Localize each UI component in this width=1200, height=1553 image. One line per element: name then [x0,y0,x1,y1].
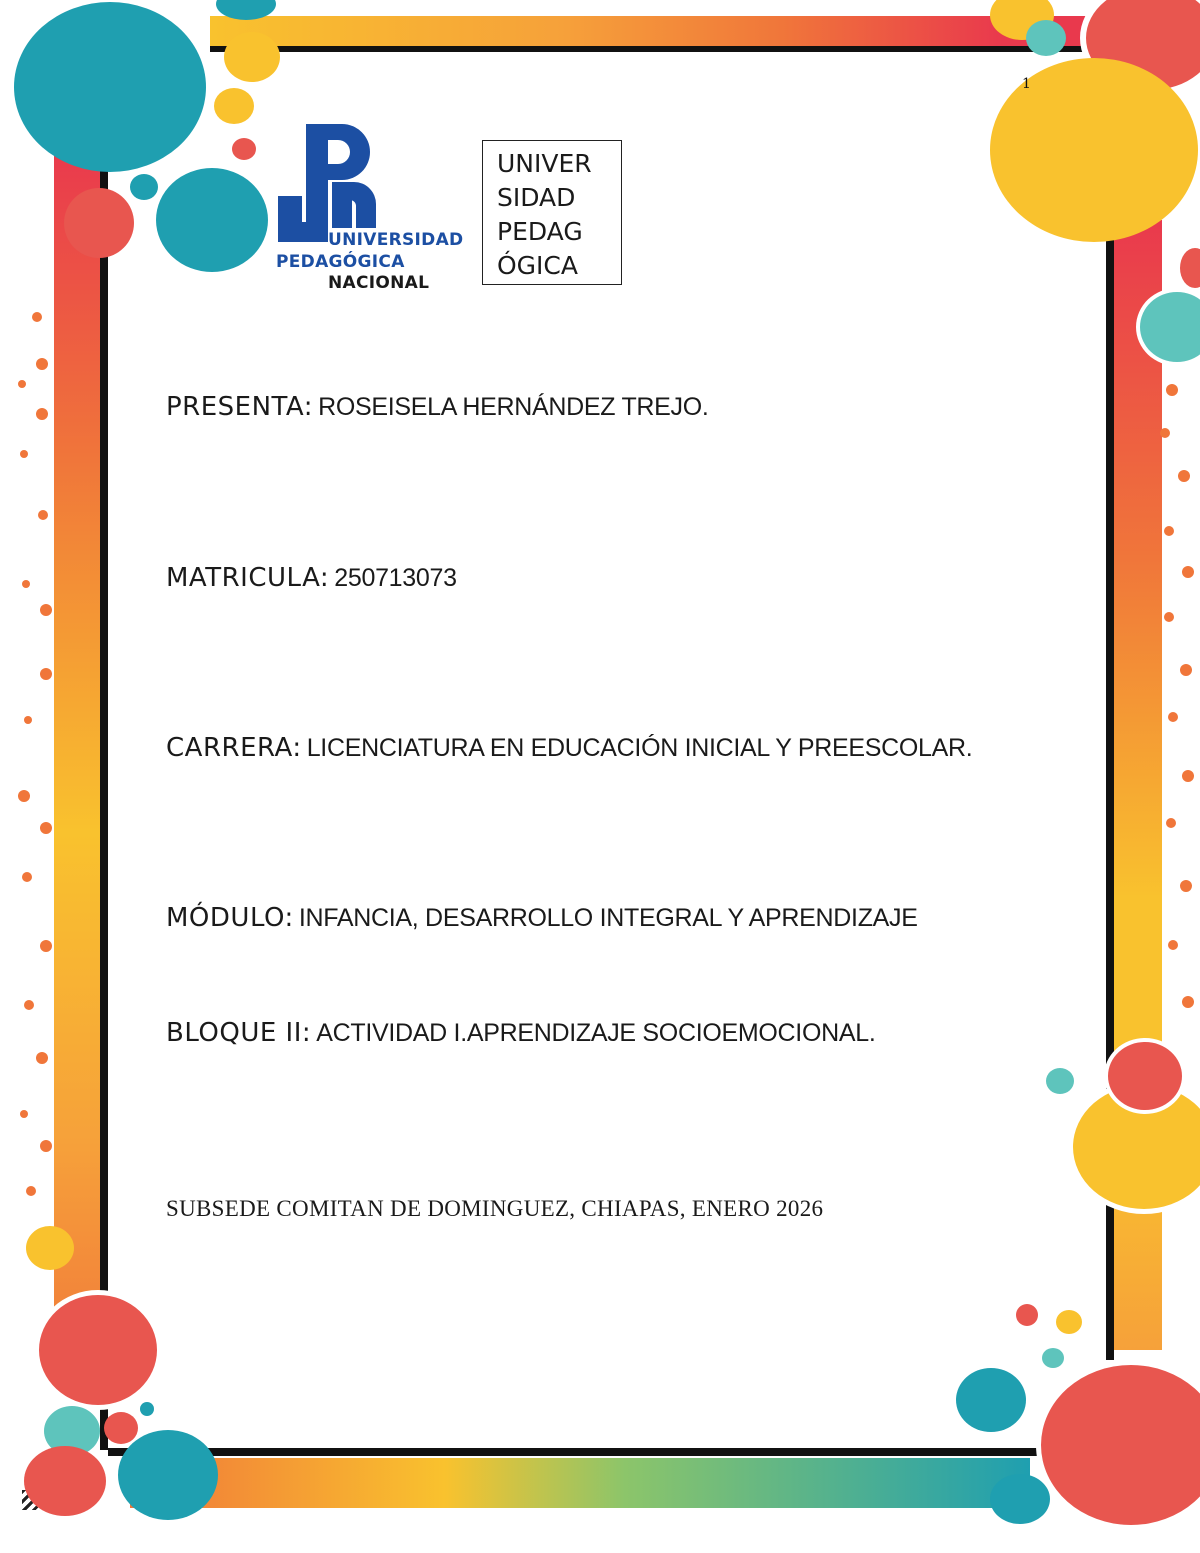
orange-dot [40,604,52,616]
field-label: BLOQUE II: [166,1018,312,1048]
field-presenta [166,392,709,422]
mint-circle [1026,20,1066,56]
orange-dot [40,1140,52,1152]
orange-dot [40,668,52,680]
teal-circle [990,1474,1050,1524]
university-name-line: PEDAG [497,217,583,246]
teal-circle [956,1368,1026,1432]
red-circle [1036,1360,1200,1530]
red-circle [1016,1304,1038,1326]
field-matricula [166,563,457,593]
yellow-circle [1056,1310,1082,1334]
field-label: MÓDULO: [166,903,294,933]
field-value: ROSEISELA HERNÁNDEZ TREJO. [318,393,709,421]
upn-logo [272,122,482,294]
orange-dot [1160,428,1170,438]
yellow-circle [214,88,254,124]
orange-dot [22,580,30,588]
orange-dot [32,312,42,322]
yellow-circle [224,32,280,82]
orange-dot [22,872,32,882]
frame-bottom-edge [108,1448,1038,1456]
red-circle [232,138,256,160]
orange-dot [26,1186,36,1196]
frame-left-bar [54,150,102,1390]
field-value: LICENCIATURA EN EDUCACIÓN INICIAL Y PREESCOLAR. [306,734,973,762]
orange-dot [18,380,26,388]
university-name-line: SIDAD [497,183,576,212]
field-carrera [166,733,972,763]
field-label: MATRICULA: [166,563,330,593]
university-name-line: ÓGICA [497,251,578,280]
teal-circle [14,2,206,172]
mint-circle [1046,1068,1074,1094]
orange-dot [1182,996,1194,1008]
teal-circle [130,174,158,200]
field-value: INFANCIA, DESARROLLO INTEGRAL Y APRENDIZAJE [298,904,918,932]
red-circle [104,1412,138,1444]
university-name-line: UNIVER [497,149,592,178]
teal-circle [118,1430,218,1520]
frame-bottom-bar [130,1458,1030,1508]
orange-dot [1168,712,1178,722]
yellow-circle [26,1226,74,1270]
orange-dot [1164,612,1174,622]
university-name-box [482,140,622,285]
orange-dot [24,1000,34,1010]
orange-dot [1178,470,1190,482]
orange-dot [36,1052,48,1064]
teal-circle [140,1402,154,1416]
teal-circle [156,168,268,272]
orange-dot [40,940,52,952]
logo-word-nacional: NACIONAL [328,273,430,293]
orange-dot [20,1110,28,1118]
field-modulo [166,903,918,933]
orange-dot [40,822,52,834]
orange-dot [36,358,48,370]
field-bloque [166,1018,875,1048]
field-value: 250713073 [334,564,457,592]
location-date-line: SUBSEDE COMITAN DE DOMINGUEZ, CHIAPAS, ENERO 2026 [166,1196,824,1221]
mint-circle [1042,1348,1064,1368]
orange-dot [1182,566,1194,578]
orange-dot [38,510,48,520]
field-label: PRESENTA: [166,392,314,422]
orange-dot [1168,940,1178,950]
red-circle [1104,1038,1186,1114]
field-label: CARRERA: [166,733,302,763]
red-circle [34,1290,162,1410]
orange-dot [24,716,32,724]
orange-dot [1182,770,1194,782]
frame-top-edge [210,46,1090,52]
red-circle [64,188,134,258]
frame-top-bar [210,16,1090,48]
frame-left-edge [100,150,108,1450]
page-number: 1 [1022,76,1031,92]
red-circle [1180,248,1200,288]
orange-dot [1180,880,1192,892]
logo-word-pedagogica: PEDAGÓGICA [276,252,405,272]
orange-dot [1180,664,1192,676]
logo-word-universidad: UNIVERSIDAD [328,230,464,250]
orange-dot [1164,526,1174,536]
orange-dot [1166,818,1176,828]
upn-logo-mark [272,122,382,242]
red-circle [24,1446,106,1516]
orange-dot [1166,384,1178,396]
orange-dot [20,450,28,458]
field-value: ACTIVIDAD I.APRENDIZAJE SOCIOEMOCIONAL. [316,1019,876,1047]
orange-dot [36,408,48,420]
orange-dot [18,790,30,802]
